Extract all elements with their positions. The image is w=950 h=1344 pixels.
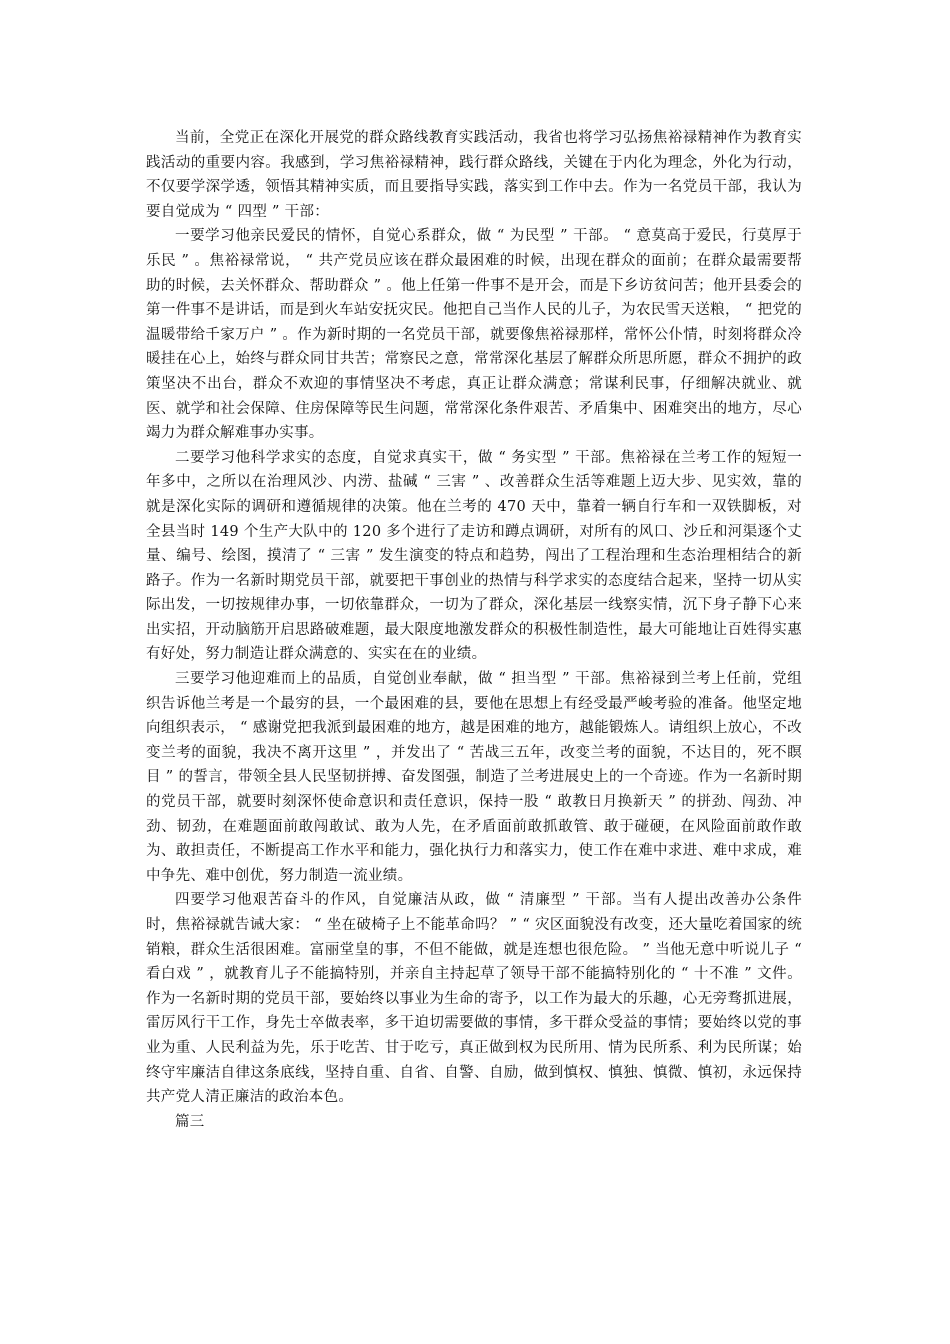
paragraph-four: 四要学习他艰苦奋斗的作风，自觉廉洁从政，做 “ 清廉型 ” 干部。当有人提出改善办公条件时，焦裕禄就告诫大家： “ 坐在破椅子上不能革命吗？ ” “ 灾区面貌没有改变，还大量吃着国家的统销粮，群众生活很困难。富丽堂皇的事，不但不能做，就是连想也很危险。 ” 当他无意中听说儿子 “ 看白戏 ” ，就教育儿子不能搞特别，并亲自主持起草了领导干部不能搞特别化的 “ 十不准 ” 文件。作为一名新时期的党员干部，要始终以事业为生命的寄予，以工作为最大的乐趣，心无旁骛抓进展，雷厉风行干工作，身先士卒做表率，多干迫切需要做的事情，多干群众受益的事情；要始终以党的事业为重、人民利益为先，乐于吃苦、甘于吃亏，真正做到权为民所用、情为民所系、利为民所谋；始终守牢廉洁自律这条底线，坚持自重、自省、自警、自励，做到慎权、慎独、慎微、慎初，永远保持共产党人清正廉洁的政治本色。: [146, 892, 802, 1106]
paragraph-intro: 当前，全党正在深化开展党的群众路线教育实践活动，我省也将学习弘扬焦裕禄精神作为教育实践活动的重要内容。我感到，学习焦裕禄精神，践行群众路线，关键在于内化为理念，外化为行动，不仅要学深学透，领悟其精神实质，而且要指导实践，落实到工作中去。作为一名党员干部，我认为要自觉成为 “ 四型 ” 干部：: [146, 130, 802, 220]
paragraph-three: 三要学习他迎难而上的品质，自觉创业奉献，做 “ 担当型 ” 干部。焦裕禄到兰考上任前，党组织告诉他兰考是一个最穷的县，一个最困难的县，要他在思想上有经受最严峻考验的准备。他坚定地向组织表示， “ 感谢党把我派到最困难的地方，越是困难的地方，越能锻炼人。请组织上放心，不改变兰考的面貌，我决不离开这里 ” ，并发出了 “ 苦战三五年，改变兰考的面貌，不达目的，死不瞑目 ” 的誓言，带领全县人民坚韧拼搏、奋发图强，制造了兰考进展史上的一个奇迹。作为一名新时期的党员干部，就要时刻深怀使命意识和责任意识，保持一股 “ 敢教日月换新天 ” 的拼劲、闯劲、冲劲、韧劲，在难题面前敢闯敢试、敢为人先，在矛盾面前敢抓敢管、敢于碰硬，在风险面前敢作敢为、敢担责任，不断提高工作水平和能力，强化执行力和落实力，使工作在难中求进、难中求成，难中争先、难中创优，努力制造一流业绩。: [146, 671, 802, 884]
document-body: [146, 126, 802, 1134]
paragraph-two: 二要学习他科学求实的态度，自觉求真实干，做 “ 务实型 ” 干部。焦裕禄在兰考工作的短短一年多中，之所以在治理风沙、内涝、盐碱 “ 三害 ” 、改善群众生活等难题上迈大步、见实效，靠的就是深化实际的调研和遵循规律的决策。他在兰考的 470 天中，靠着一辆自行车和一双铁脚板，对全县当时 149 个生产大队中的 120 多个进行了走访和蹲点调研，对所有的风口、沙丘和河渠逐个丈量、编号、绘图，摸清了 “ 三害 ” 发生演变的特点和趋势，闯出了工程治理和生态治理相结合的新路子。作为一名新时期党员干部，就要把干事创业的热情与科学求实的态度结合起来，坚持一切从实际出发，一切按规律办事，一切依靠群众，一切为了群众，深化基层一线察实情，沉下身子静下心来出实招，开动脑筋开启思路破难题，最大限度地激发群众的积极性制造性，最大可能地让百姓得实惠有好处，努力制造让群众满意的、实实在在的业绩。: [146, 449, 802, 663]
paragraph-one: 一要学习他亲民爱民的情怀，自觉心系群众，做 “ 为民型 ” 干部。 “ 意莫高于爱民，行莫厚于乐民 ” 。焦裕禄常说， “ 共产党员应该在群众最困难的时候，出现在群众的面前；在群众最需要帮助的时候，去关怀群众、帮助群众 ” 。他上任第一件事不是开会，而是下乡访贫问苦；他开县委会的第一件事不是讲话，而是到火车站安抚灾民。他把自己当作人民的儿子，为农民雪天送粮， “ 把党的温暖带给千家万户 ” 。作为新时期的一名党员干部，就要像焦裕禄那样，常怀公仆情，时刻将群众冷暖挂在心上，始终与群众同甘共苦；常察民之意，常常深化基层了解群众所思所愿，群众不拥护的政策坚决不出台，群众不欢迎的事情坚决不考虑，真正让群众满意；常谋利民事，仔细解决就业、就医、就学和社会保障、住房保障等民生问题，常常深化条件艰苦、矛盾集中、困难突出的地方，尽心竭力为群众解难事办实事。: [146, 228, 802, 442]
section-label: 篇三: [175, 1113, 205, 1130]
